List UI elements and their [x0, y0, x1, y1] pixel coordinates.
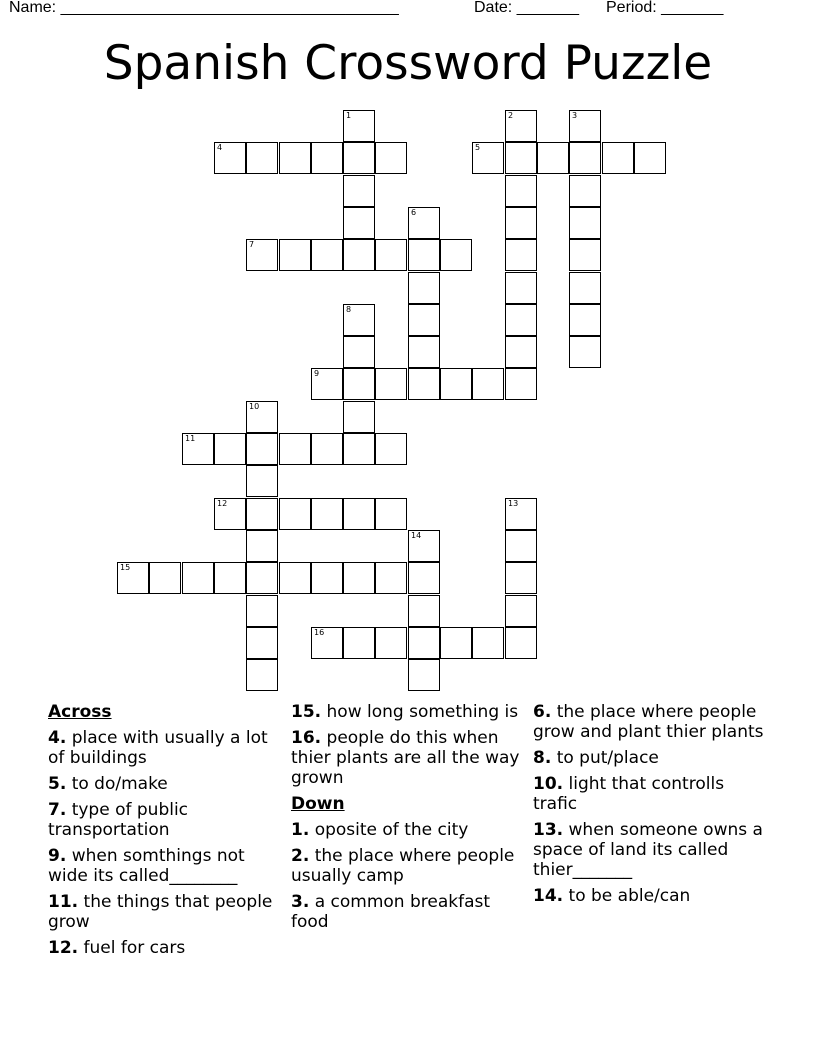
grid-cell[interactable]	[505, 142, 537, 174]
grid-cell[interactable]	[505, 239, 537, 271]
grid-cell[interactable]	[408, 272, 440, 304]
grid-cell[interactable]	[246, 498, 278, 530]
grid-cell[interactable]	[343, 142, 375, 174]
clue-number: 14	[411, 531, 422, 540]
grid-cell[interactable]	[182, 433, 214, 465]
grid-cell[interactable]	[246, 433, 278, 465]
grid-cell[interactable]	[505, 336, 537, 368]
grid-cell[interactable]	[311, 433, 343, 465]
clue-across-11: 11. the things that people grow	[48, 892, 273, 932]
grid-cell[interactable]	[375, 433, 407, 465]
grid-cell[interactable]	[440, 239, 472, 271]
clue-down-10: 10. light that controlls trafic	[533, 774, 725, 814]
grid-cell[interactable]	[343, 207, 375, 239]
grid-cell[interactable]	[505, 562, 537, 594]
clues-column-1	[48, 702, 278, 964]
clues-column-3	[533, 702, 768, 912]
grid-cell[interactable]	[505, 368, 537, 400]
grid-cell[interactable]	[343, 239, 375, 271]
grid-cell[interactable]	[569, 175, 601, 207]
grid-cell[interactable]	[214, 142, 246, 174]
grid-cell[interactable]	[311, 368, 343, 400]
grid-cell[interactable]	[343, 433, 375, 465]
clue-number: 13	[508, 499, 519, 508]
grid-cell[interactable]	[246, 142, 278, 174]
clue-across-15: 15. how long something is	[291, 702, 519, 722]
grid-cell[interactable]	[343, 368, 375, 400]
page-title: Spanish Crossword Puzzle	[103, 36, 713, 91]
grid-cell[interactable]	[375, 239, 407, 271]
clue-down-6: 6. the place where people grow and plant thier plants	[533, 702, 764, 742]
clue-number: 9	[314, 369, 320, 378]
grid-cell[interactable]	[569, 304, 601, 336]
grid-cell[interactable]	[634, 142, 666, 174]
clue-down-3: 3. a common breakfast food	[291, 892, 491, 932]
clue-number: 3	[572, 111, 578, 120]
grid-cell[interactable]	[279, 498, 311, 530]
grid-cell[interactable]	[246, 239, 278, 271]
grid-cell[interactable]	[279, 562, 311, 594]
grid-cell[interactable]	[440, 368, 472, 400]
grid-cell[interactable]	[569, 272, 601, 304]
grid-cell[interactable]	[311, 142, 343, 174]
grid-cell[interactable]	[505, 175, 537, 207]
clues-column-2	[291, 702, 523, 938]
period-field-label[interactable]: Period: _______	[606, 0, 724, 16]
grid-cell[interactable]	[408, 368, 440, 400]
grid-cell[interactable]	[279, 239, 311, 271]
grid-cell[interactable]	[472, 368, 504, 400]
grid-cell[interactable]	[246, 562, 278, 594]
grid-cell[interactable]	[505, 498, 537, 530]
grid-cell[interactable]	[246, 401, 278, 433]
grid-cell[interactable]	[569, 110, 601, 142]
grid-cell[interactable]	[505, 530, 537, 562]
clue-across-16: 16. people do this when thier plants are all the way grown	[291, 728, 520, 788]
grid-cell[interactable]	[569, 142, 601, 174]
grid-cell[interactable]	[214, 562, 246, 594]
clue-number: 15	[120, 563, 131, 572]
grid-cell[interactable]	[343, 627, 375, 659]
clue-across-5: 5. to do/make	[48, 774, 168, 794]
name-field-label[interactable]: Name: ______________________________________	[9, 0, 399, 16]
grid-cell[interactable]	[440, 627, 472, 659]
clue-number: 10	[249, 402, 260, 411]
grid-cell[interactable]	[537, 142, 569, 174]
grid-cell[interactable]	[343, 401, 375, 433]
grid-cell[interactable]	[246, 627, 278, 659]
down-heading: Down	[291, 794, 345, 814]
grid-cell[interactable]	[375, 627, 407, 659]
clue-down-1: 1. oposite of the city	[291, 820, 469, 840]
grid-cell[interactable]	[505, 595, 537, 627]
grid-cell[interactable]	[505, 110, 537, 142]
grid-cell[interactable]	[279, 142, 311, 174]
clue-number: 12	[217, 499, 228, 508]
grid-cell[interactable]	[569, 336, 601, 368]
grid-cell[interactable]	[569, 207, 601, 239]
grid-cell[interactable]	[408, 304, 440, 336]
clue-number: 4	[217, 143, 223, 152]
grid-cell[interactable]	[311, 498, 343, 530]
clue-number: 5	[475, 143, 481, 152]
grid-cell[interactable]	[472, 142, 504, 174]
grid-cell[interactable]	[182, 562, 214, 594]
grid-cell[interactable]	[375, 562, 407, 594]
grid-cell[interactable]	[311, 627, 343, 659]
grid-cell[interactable]	[408, 595, 440, 627]
grid-cell[interactable]	[408, 627, 440, 659]
grid-cell[interactable]	[343, 110, 375, 142]
grid-cell[interactable]	[569, 239, 601, 271]
grid-cell[interactable]	[343, 498, 375, 530]
grid-cell[interactable]	[343, 304, 375, 336]
clue-down-13: 13. when someone owns a space of land its called thier_______	[533, 820, 763, 880]
grid-cell[interactable]	[246, 595, 278, 627]
grid-cell[interactable]	[279, 433, 311, 465]
grid-cell[interactable]	[214, 498, 246, 530]
grid-cell[interactable]	[343, 562, 375, 594]
grid-cell[interactable]	[343, 336, 375, 368]
across-heading: Across	[48, 702, 112, 722]
clue-across-12: 12. fuel for cars	[48, 938, 186, 958]
grid-cell[interactable]	[602, 142, 634, 174]
grid-cell[interactable]	[472, 627, 504, 659]
clue-down-8: 8. to put/place	[533, 748, 659, 768]
grid-cell[interactable]	[408, 659, 440, 691]
grid-cell[interactable]	[343, 175, 375, 207]
clue-number: 11	[185, 434, 196, 443]
grid-cell[interactable]	[246, 465, 278, 497]
grid-cell[interactable]	[214, 433, 246, 465]
clue-across-9: 9. when somthings not wide its called________	[48, 846, 245, 886]
grid-cell[interactable]	[246, 659, 278, 691]
grid-cell[interactable]	[505, 272, 537, 304]
clue-down-14: 14. to be able/can	[533, 886, 691, 906]
date-field-label[interactable]: Date: _______	[474, 0, 579, 16]
grid-cell[interactable]	[375, 368, 407, 400]
grid-cell[interactable]	[375, 498, 407, 530]
grid-cell[interactable]	[311, 562, 343, 594]
grid-cell[interactable]	[408, 562, 440, 594]
clue-number: 16	[314, 628, 325, 637]
grid-cell[interactable]	[408, 336, 440, 368]
grid-cell[interactable]	[408, 530, 440, 562]
clue-across-4: 4. place with usually a lot of buildings	[48, 728, 268, 768]
grid-cell[interactable]	[311, 239, 343, 271]
clue-number: 6	[411, 208, 417, 217]
clue-number: 8	[346, 305, 352, 314]
grid-cell[interactable]	[246, 530, 278, 562]
grid-cell[interactable]	[408, 239, 440, 271]
grid-cell[interactable]	[505, 304, 537, 336]
grid-cell[interactable]	[408, 207, 440, 239]
grid-cell[interactable]	[117, 562, 149, 594]
grid-cell[interactable]	[375, 142, 407, 174]
clue-number: 1	[346, 111, 352, 120]
clue-down-2: 2. the place where people usually camp	[291, 846, 515, 886]
grid-cell[interactable]	[149, 562, 181, 594]
clue-number: 7	[249, 240, 255, 249]
grid-cell[interactable]	[505, 627, 537, 659]
grid-cell[interactable]	[505, 207, 537, 239]
clue-across-7: 7. type of public transportation	[48, 800, 189, 840]
clue-number: 2	[508, 111, 514, 120]
